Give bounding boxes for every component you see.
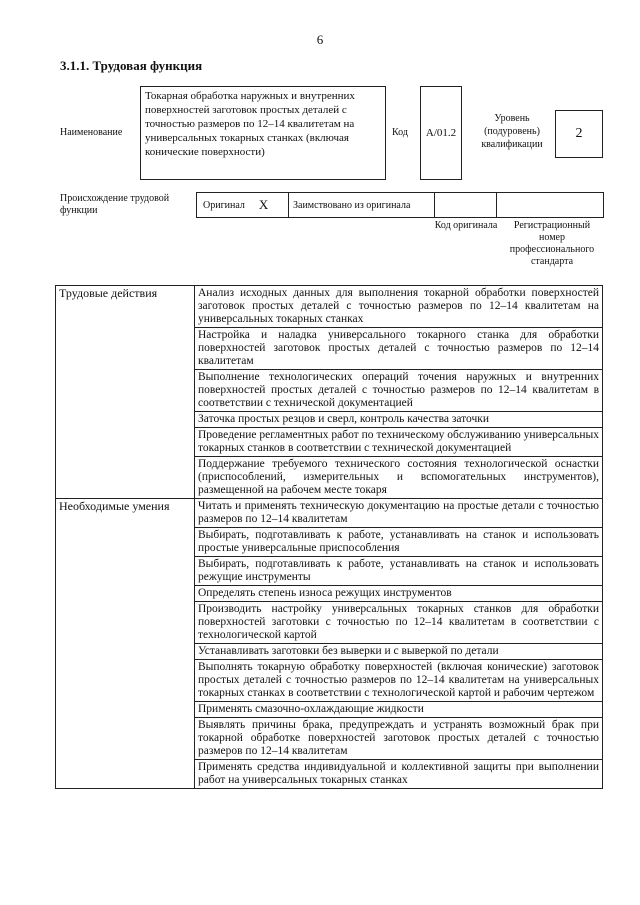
origin-row	[196, 192, 604, 218]
origin-code-cell	[435, 193, 497, 217]
section-item: Устанавливать заготовки без выверки и с выверкой по детали	[195, 644, 603, 660]
code-label: Код	[392, 127, 408, 138]
function-name-box: Токарная обработка наружных и внутренних поверхностей заготовок простых деталей с точностью размеров по 12–14 квалитетам на универсальных токарных станках (включая конические поверхности)	[140, 86, 386, 180]
section-item: Применять смазочно-охлаждающие жидкости	[195, 702, 603, 718]
section-item: Производить настройку универсальных токарных станков для обработки поверхностей заготовки с точностью по 12–14 квалитетам в соответствии с технологической картой	[195, 602, 603, 644]
table-row	[56, 499, 603, 528]
table-row	[56, 286, 603, 328]
original-label: Оригинал	[203, 199, 245, 211]
section-item: Настройка и наладка универсального токарного станка для обработки поверхностей заготовок простых деталей с точностью размеров по 12–14 квалитетам	[195, 328, 603, 370]
section-item: Проведение регламентных работ по техническому обслуживанию универсальных токарных станков в соответствии с технической документацией	[195, 428, 603, 457]
level-label: Уровень (подуровень) квалификации	[481, 113, 543, 150]
section-item: Выполнение технологических операций точения наружных и внутренних поверхностей простых деталей с точностью размеров по 12–14 квалитетам в соответствии с технической документацией	[195, 370, 603, 412]
name-label: Наименование	[60, 127, 123, 138]
level-box: 2	[555, 110, 603, 158]
original-mark: X	[258, 197, 269, 212]
origin-borrowed-cell: Заимствовано из оригинала	[289, 193, 435, 217]
reg-caption: Регистрационный номер профессионального стандарта	[509, 220, 595, 267]
page-number: 6	[316, 32, 324, 47]
code-box: А/01.2	[420, 86, 462, 180]
origin-reg-cell	[497, 193, 603, 217]
section-item: Выявлять причины брака, предупреждать и устранять возможный брак при токарной обработке поверхностей заготовок простых деталей с точностью размеров по 12–14 квалитетам	[195, 718, 603, 760]
section-item: Определять степень износа режущих инструментов	[195, 586, 603, 602]
section-title: 3.1.1. Трудовая функция	[60, 58, 203, 73]
section-label: Трудовые действия	[56, 286, 195, 499]
section-label: Необходимые умения	[56, 499, 195, 789]
section-item: Заточка простых резцов и сверл, контроль качества заточки	[195, 412, 603, 428]
section-item: Выполнять токарную обработку поверхностей (включая конические) заготовок простых деталей с точностью размеров по 12–14 квалитетам на универсальных токарных станках в соответствии с технологической картой и рабочим чертежом	[195, 660, 603, 702]
section-item: Применять средства индивидуальной и коллективной защиты при выполнении работ на универсальных токарных станках	[195, 760, 603, 789]
section-item: Выбирать, подготавливать к работе, устанавливать на станок и использовать простые универсальные приспособления	[195, 528, 603, 557]
origin-label: Происхождение трудовой функции	[60, 193, 170, 216]
section-item: Выбирать, подготавливать к работе, устанавливать на станок и использовать режущие инструменты	[195, 557, 603, 586]
section-item: Поддержание требуемого технического состояния технологической оснастки (приспособлений, измерительных и вспомогательных инструментов), размещенной на рабочем месте токаря	[195, 457, 603, 499]
section-item: Анализ исходных данных для выполнения токарной обработки поверхностей заготовок простых деталей с точностью размеров по 12–14 квалитетам на универсальных токарных станках	[195, 286, 603, 328]
section-item: Читать и применять техническую документацию на простые детали с точностью размеров по 12–14 квалитетам	[195, 499, 603, 528]
requirements-table	[55, 285, 603, 789]
origin-original-cell	[197, 193, 289, 217]
code-caption: Код оригинала	[434, 220, 498, 231]
